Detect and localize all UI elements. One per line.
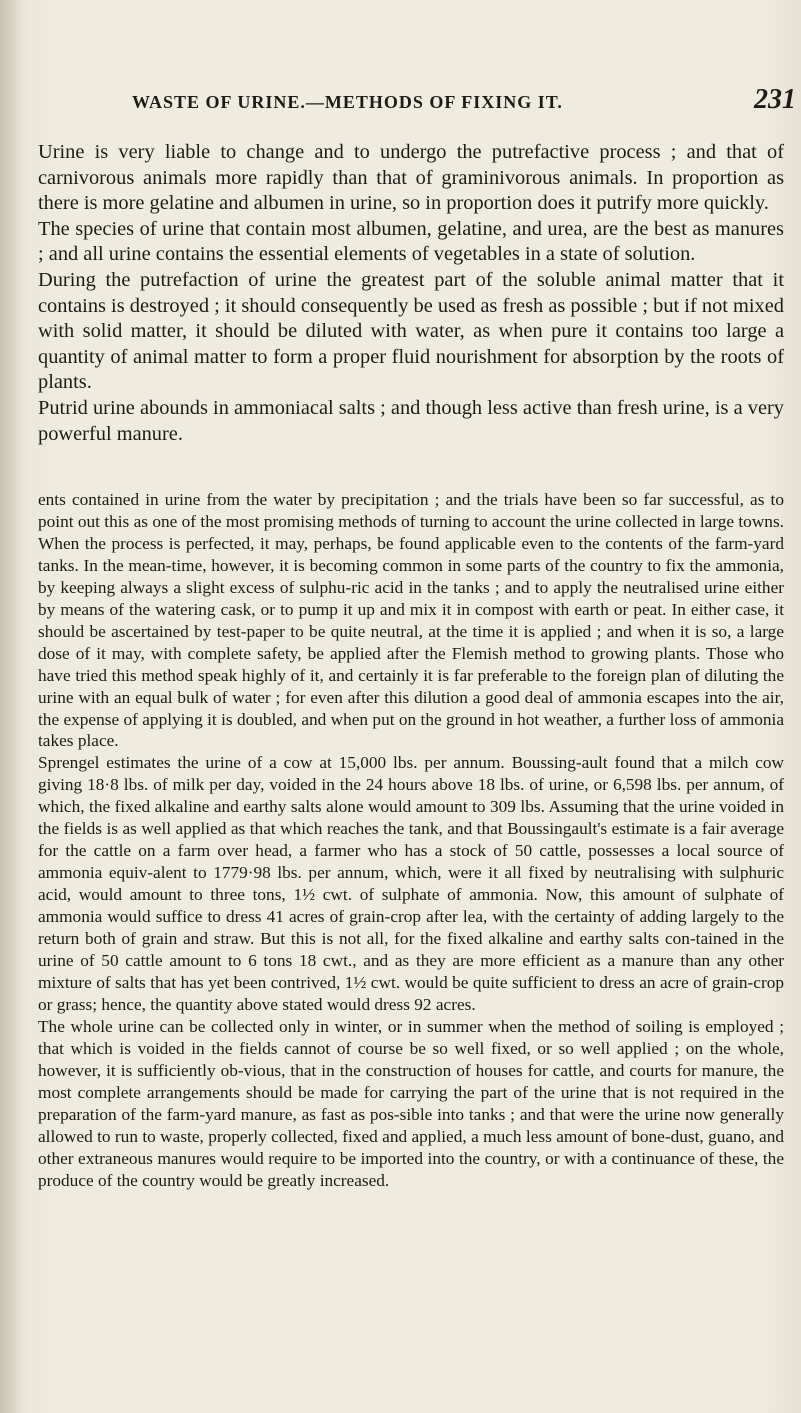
paragraph: Sprengel estimates the urine of a cow at 15,000 lbs. per annum. Boussing-ault found that a milch cow giving 18·8 lbs. of milk per day, voided in the 24 hours above 18 lbs. of urine, or 6,598 lbs. per annum, of which, the fixed alkaline and earthy salts alone would amount to 309 lbs. Assuming that the urine voided in the fields is as well applied as that which reaches the tank, and that Boussingault's estimate is a fair average for the cattle on a farm over head, a farmer who has a stock of 50 cattle, possesses a local source of ammonia equiv-alent to 1779·98 lbs. per annum, which, were it all fixed by neutralising with sulphuric acid, would amount to three tons, 1½ cwt. of sulphate of ammonia. Now, this amount of sulphate of ammonia would suffice to dress 41 acres of grain-crop after lea, with the certainty of adding largely to the return both of grain and straw. But this is not all, for the fixed alkaline and earthy salts con-tained in the urine of 50 cattle amount to 6 tons 18 cwt., and as they are more efficient as a manure than any other mixture of salts that has yet been contrived, 1½ cwt. would be quite sufficient to dress an acre of grain-crop or grass; hence, the quantity above stated would dress 92 acres. (38, 753, 784, 1014)
running-head-title: WASTE OF URINE.—METHODS OF FIXING IT. (132, 92, 563, 112)
paragraph: Putrid urine abounds in ammoniacal salts ; and though less active than fresh urine, is a very powerful manure. (38, 396, 784, 445)
paragraph: The whole urine can be collected only in winter, or in summer when the method of soiling is employed ; that which is voided in the fields cannot of course be so well fixed, or so well applied ; on the whole, however, it is sufficiently ob-vious, that in the construction of houses for cattle, and courts for manure, the most complete arrangements should be made for carrying the part of the urine that is not required in the preparation of the farm-yard manure, as fast as pos-sible into tanks ; and that were the urine now generally allowed to run to waste, properly collected, fixed and applied, a much less amount of bone-dust, guano, and other extraneous manures would require to be imported into the country, or with a continuance of these, the produce of the country would be greatly increased. (38, 1016, 784, 1190)
page-number: 231 (754, 84, 796, 115)
paragraph: The species of urine that contain most albumen, gelatine, and urea, are the best as manures ; and all urine contains the essential elements of vegetables in a state of solution. (38, 217, 784, 266)
small-print-block (38, 489, 784, 1192)
page-gutter-shadow (0, 0, 22, 1413)
paragraph: ents contained in urine from the water by precipitation ; and the trials have been so far successful, as to point out this as one of the most promising methods of turning to account the urine collected in large towns. When the process is perfected, it may, perhaps, be found applicable even to the contents of the farm-yard tanks. In the mean-time, however, it is becoming common in some parts of the country to fix the ammonia, by keeping always a slight excess of sulphu-ric acid in the tanks ; and to apply the neutralised urine either by means of the watering cask, or to pump it up and mix it in compost with earth or peat. In either case, it should be ascertained by test-paper to be quite neutral, at the time it is applied ; and when it is so, a large dose of it may, with complete safety, be applied after the Flemish method to growing plants. Those who have tried this method speak highly of it, and certainly it is far preferable to the foreign plan of diluting the urine with an equal bulk of water ; for even after this dilution a good deal of ammonia escapes into the air, the expense of applying it is doubled, and when put on the ground in hot weather, a further loss of ammonia takes place. (38, 490, 784, 751)
paragraph: Urine is very liable to change and to undergo the putrefactive process ; and that of carnivorous animals more rapidly than that of graminivorous animals. In proportion as there is more gelatine and albumen in urine, so in proportion does it putrify more quickly. (38, 141, 784, 215)
paragraph: During the putrefaction of urine the greatest part of the soluble animal matter that it contains is destroyed ; it should consequently be used as fresh as possible ; but if not mixed with solid matter, it should be diluted with water, as when pure it contains too large a quantity of animal matter to form a proper fluid nourishment for absorption by the roots of plants. (38, 268, 784, 394)
running-head (40, 84, 796, 126)
main-text-block (38, 140, 784, 447)
